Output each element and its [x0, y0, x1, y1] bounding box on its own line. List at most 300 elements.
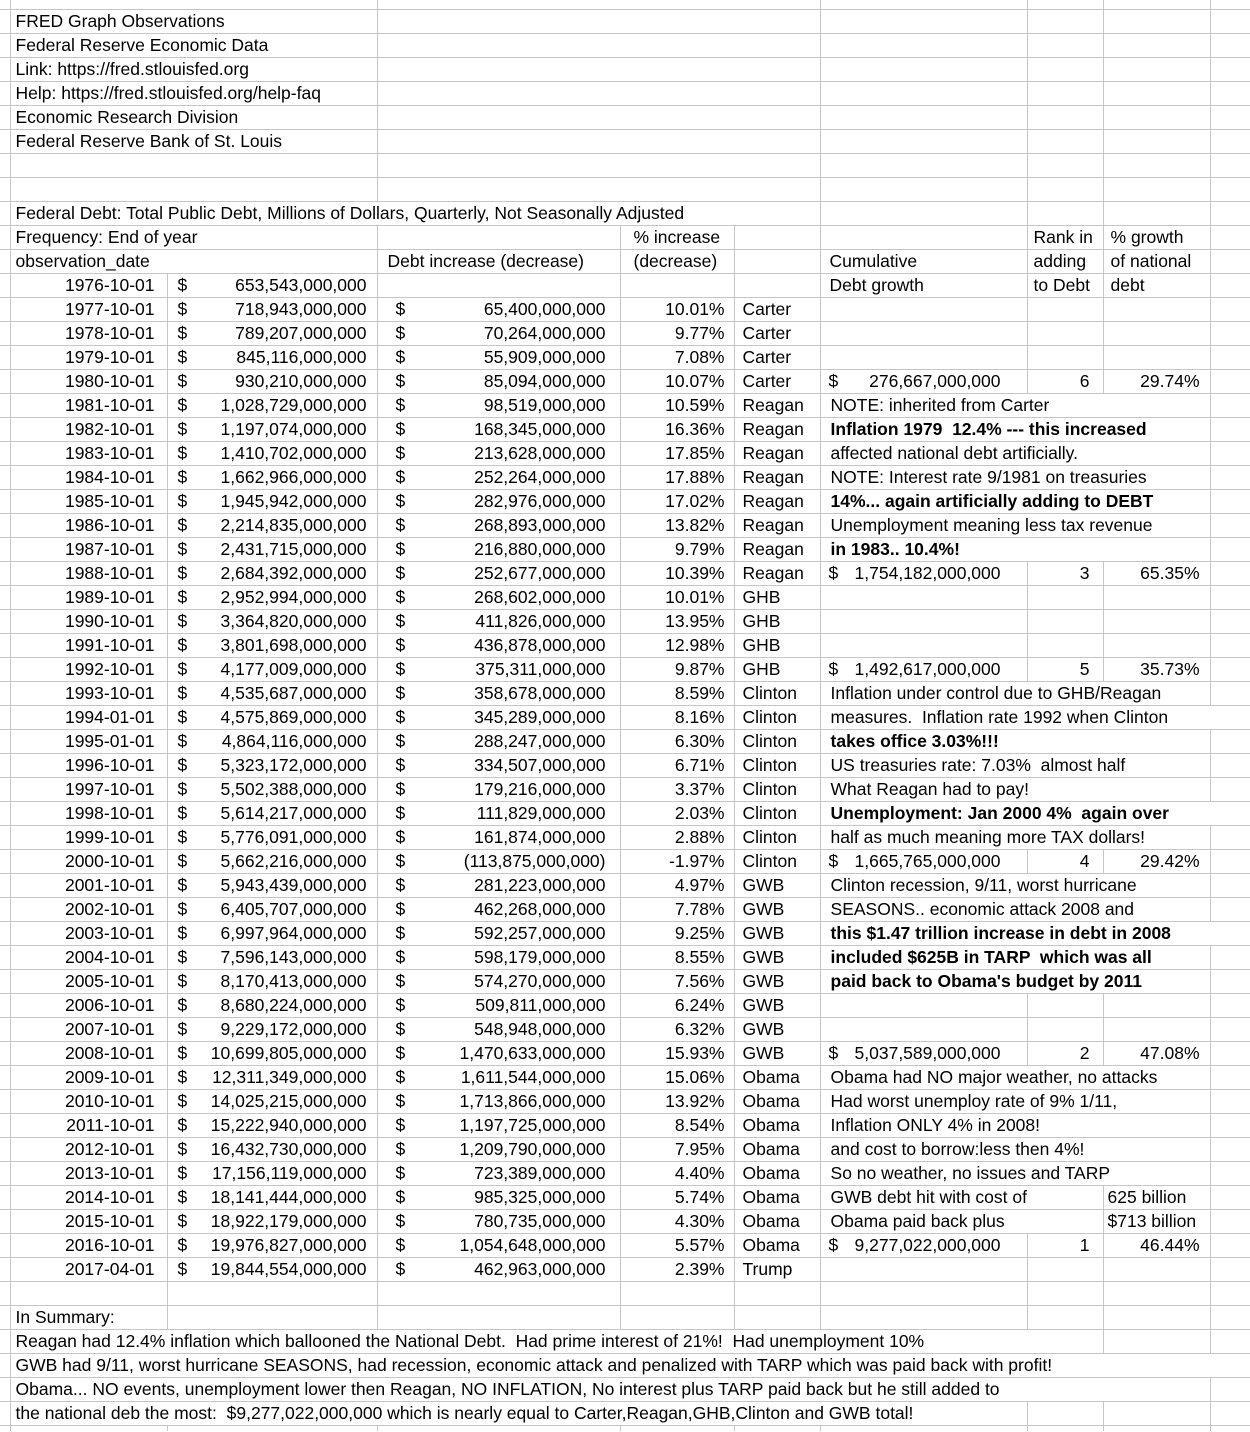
cell[interactable] [1210, 226, 1250, 250]
empty-cell[interactable] [1027, 1282, 1103, 1306]
row-header-edge[interactable] [0, 1114, 10, 1138]
president-cell[interactable]: Clinton [734, 850, 820, 874]
empty-cell[interactable] [1210, 994, 1250, 1018]
empty-cell[interactable] [820, 202, 1027, 226]
row-header-edge[interactable] [0, 466, 10, 490]
col-header-pct-1[interactable]: % increase [620, 226, 734, 250]
cell[interactable] [1210, 370, 1250, 394]
empty-cell[interactable] [734, 1282, 820, 1306]
debt-total-cell[interactable] [167, 1258, 377, 1282]
note-cell[interactable]: Unemployment meaning less tax revenue [820, 514, 1210, 538]
row-header-edge[interactable] [0, 682, 10, 706]
empty-cell[interactable] [1210, 1282, 1250, 1306]
empty-cell[interactable] [1103, 58, 1210, 82]
cell[interactable] [1210, 1090, 1250, 1114]
col-header-cumulative-1[interactable]: Cumulative [820, 250, 1027, 274]
pct-change-cell[interactable]: 10.01% [620, 298, 734, 322]
debt-increase-cell[interactable] [377, 1114, 620, 1138]
empty-cell[interactable] [1027, 1402, 1103, 1426]
cell[interactable] [1210, 778, 1250, 802]
cumulative-cell[interactable] [820, 370, 1027, 394]
empty-cell[interactable] [1103, 34, 1210, 58]
debt-total-cell[interactable] [167, 826, 377, 850]
president-cell[interactable]: Reagan [734, 394, 820, 418]
debt-increase-cell[interactable] [377, 898, 620, 922]
row-header-edge[interactable] [0, 442, 10, 466]
pct-change-cell[interactable]: 15.93% [620, 1042, 734, 1066]
president-cell[interactable]: Clinton [734, 682, 820, 706]
debt-total-cell[interactable] [167, 514, 377, 538]
obs-date-cell[interactable]: 1984-10-01 [10, 466, 167, 490]
president-cell[interactable]: Carter [734, 370, 820, 394]
pct-change-cell[interactable]: 10.39% [620, 562, 734, 586]
president-cell[interactable]: GWB [734, 898, 820, 922]
row-header-edge[interactable] [0, 1354, 10, 1378]
obs-date-cell[interactable]: 1983-10-01 [10, 442, 167, 466]
note-cell[interactable]: half as much meaning more TAX dollars! [820, 826, 1210, 850]
note-cell[interactable]: US treasuries rate: 7.03% almost half [820, 754, 1210, 778]
president-cell[interactable]: GHB [734, 586, 820, 610]
empty-cell[interactable] [377, 1306, 620, 1330]
row-header-edge[interactable] [0, 754, 10, 778]
pct-change-cell[interactable]: 2.03% [620, 802, 734, 826]
row-header-edge[interactable] [0, 946, 10, 970]
row-header-edge[interactable] [0, 1186, 10, 1210]
note-cell[interactable]: 14%... again artificially adding to DEBT [820, 490, 1210, 514]
debt-increase-cell[interactable] [377, 850, 620, 874]
pct-change-cell[interactable]: 5.74% [620, 1186, 734, 1210]
row-header-edge[interactable] [0, 490, 10, 514]
president-cell[interactable]: Carter [734, 346, 820, 370]
debt-total-cell[interactable] [167, 394, 377, 418]
summary-line-cell[interactable]: the national deb the most: $9,277,022,000,000 which is nearly equal to Carter,Reagan,GHB,Clinton and GWB total! [10, 1402, 1027, 1426]
obs-date-cell[interactable]: 1995-01-01 [10, 730, 167, 754]
obs-date-cell[interactable]: 2007-10-01 [10, 1018, 167, 1042]
cell[interactable] [1210, 442, 1250, 466]
empty-cell[interactable] [1103, 586, 1210, 610]
row-header-edge[interactable] [0, 610, 10, 634]
debt-total-cell[interactable] [167, 466, 377, 490]
rank-cell[interactable]: 5 [1027, 658, 1103, 682]
debt-increase-cell[interactable] [377, 1066, 620, 1090]
col-header-increase[interactable]: Debt increase (decrease) [377, 250, 620, 274]
debt-increase-cell[interactable] [377, 538, 620, 562]
pct-change-cell[interactable]: 17.85% [620, 442, 734, 466]
pct-change-cell[interactable]: 13.95% [620, 610, 734, 634]
debt-total-cell[interactable] [167, 634, 377, 658]
debt-total-cell[interactable] [167, 490, 377, 514]
empty-cell[interactable] [1027, 10, 1103, 34]
debt-increase-cell[interactable] [377, 370, 620, 394]
debt-total-cell[interactable] [167, 922, 377, 946]
debt-total-cell[interactable] [167, 346, 377, 370]
president-cell[interactable]: GWB [734, 922, 820, 946]
obs-date-cell[interactable]: 1987-10-01 [10, 538, 167, 562]
empty-cell[interactable] [0, 1282, 10, 1306]
cell[interactable] [1210, 682, 1250, 706]
pct-change-cell[interactable]: 4.40% [620, 1162, 734, 1186]
empty-cell[interactable] [820, 34, 1027, 58]
row-header-edge[interactable] [0, 562, 10, 586]
empty-cell[interactable] [820, 586, 1027, 610]
debt-total-cell[interactable] [167, 586, 377, 610]
row-header-edge[interactable] [0, 994, 10, 1018]
row-header-edge[interactable] [0, 514, 10, 538]
president-cell[interactable]: Obama [734, 1210, 820, 1234]
row-header-edge[interactable] [0, 298, 10, 322]
president-cell[interactable]: Reagan [734, 514, 820, 538]
obs-date-cell[interactable]: 2017-04-01 [10, 1258, 167, 1282]
note-cell[interactable]: SEASONS.. economic attack 2008 and [820, 898, 1210, 922]
row-header-edge[interactable] [0, 634, 10, 658]
note-cell[interactable]: Inflation ONLY 4% in 2008! [820, 1114, 1210, 1138]
growth-cell[interactable]: 35.73% [1103, 658, 1210, 682]
empty-cell[interactable] [167, 1306, 377, 1330]
col-header-growth-2[interactable]: of national [1103, 250, 1210, 274]
empty-cell[interactable] [1027, 130, 1103, 154]
debt-total-cell[interactable] [167, 730, 377, 754]
debt-total-cell[interactable] [167, 274, 377, 298]
obs-date-cell[interactable]: 1991-10-01 [10, 634, 167, 658]
row-header-edge[interactable] [0, 1210, 10, 1234]
empty-cell[interactable] [1210, 610, 1250, 634]
obs-date-cell[interactable]: 1979-10-01 [10, 346, 167, 370]
obs-date-cell[interactable]: 1993-10-01 [10, 682, 167, 706]
president-cell[interactable]: GWB [734, 970, 820, 994]
debt-increase-cell[interactable] [377, 298, 620, 322]
empty-cell[interactable] [1210, 82, 1250, 106]
cell[interactable] [1210, 1138, 1250, 1162]
debt-increase-cell[interactable] [377, 322, 620, 346]
cell[interactable] [820, 226, 1027, 250]
empty-cell[interactable] [820, 82, 1027, 106]
empty-cell[interactable] [1103, 1306, 1210, 1330]
cumulative-cell[interactable] [820, 658, 1027, 682]
obs-date-cell[interactable]: 2010-10-01 [10, 1090, 167, 1114]
empty-cell[interactable] [1210, 1330, 1250, 1354]
side-value-cell[interactable]: 625 billion [1103, 1186, 1210, 1210]
note-cell[interactable]: So no weather, no issues and TARP [820, 1162, 1210, 1186]
empty-cell[interactable] [10, 1426, 167, 1432]
empty-cell[interactable] [734, 1306, 820, 1330]
empty-cell[interactable] [1027, 346, 1103, 370]
pct-change-cell[interactable]: 8.59% [620, 682, 734, 706]
col-header-growth-3[interactable]: debt [1103, 274, 1210, 298]
title-cell[interactable]: Economic Research Division [10, 106, 377, 130]
row-header-edge[interactable] [0, 1402, 10, 1426]
empty-cell[interactable] [1103, 1426, 1210, 1432]
empty-cell[interactable] [377, 130, 820, 154]
note-cell[interactable]: NOTE: Interest rate 9/1981 on treasuries [820, 466, 1210, 490]
empty-cell[interactable] [1027, 178, 1103, 202]
empty-cell[interactable] [167, 1426, 377, 1432]
empty-cell[interactable] [1103, 130, 1210, 154]
debt-increase-cell[interactable] [377, 490, 620, 514]
row-header-edge[interactable] [0, 418, 10, 442]
president-cell[interactable]: GWB [734, 1018, 820, 1042]
empty-cell[interactable] [1103, 154, 1210, 178]
pct-change-cell[interactable]: 17.88% [620, 466, 734, 490]
empty-cell[interactable] [1027, 82, 1103, 106]
debt-total-cell[interactable] [167, 778, 377, 802]
row-header-edge[interactable] [0, 1138, 10, 1162]
cell[interactable] [1210, 274, 1250, 298]
empty-cell[interactable] [377, 10, 820, 34]
debt-total-cell[interactable] [167, 946, 377, 970]
row-header-edge[interactable] [0, 58, 10, 82]
debt-total-cell[interactable] [167, 442, 377, 466]
debt-total-cell[interactable] [167, 1210, 377, 1234]
cell[interactable] [1210, 490, 1250, 514]
debt-total-cell[interactable] [167, 1138, 377, 1162]
debt-increase-cell[interactable] [377, 634, 620, 658]
note-cell[interactable]: included $625B in TARP which was all [820, 946, 1210, 970]
debt-increase-cell[interactable] [377, 562, 620, 586]
obs-date-cell[interactable]: 1978-10-01 [10, 322, 167, 346]
cumulative-cell[interactable] [820, 1234, 1027, 1258]
obs-date-cell[interactable]: 2012-10-01 [10, 1138, 167, 1162]
cell[interactable] [10, 154, 377, 178]
note-cell[interactable]: Had worst unemploy rate of 9% 1/11, [820, 1090, 1210, 1114]
rank-cell[interactable]: 6 [1027, 370, 1103, 394]
debt-total-cell[interactable] [167, 298, 377, 322]
obs-date-cell[interactable]: 2001-10-01 [10, 874, 167, 898]
obs-date-cell[interactable]: 1990-10-01 [10, 610, 167, 634]
note-cell[interactable]: takes office 3.03%!!! [820, 730, 1210, 754]
debt-total-cell[interactable] [167, 322, 377, 346]
empty-cell[interactable] [1027, 994, 1103, 1018]
empty-cell[interactable] [1103, 994, 1210, 1018]
empty-cell[interactable] [1210, 1258, 1250, 1282]
title-cell[interactable]: Federal Reserve Bank of St. Louis [10, 130, 377, 154]
obs-date-cell[interactable]: 1988-10-01 [10, 562, 167, 586]
empty-cell[interactable] [820, 0, 1027, 10]
cell[interactable] [1210, 466, 1250, 490]
president-cell[interactable]: Clinton [734, 706, 820, 730]
empty-cell[interactable] [1027, 34, 1103, 58]
pct-change-cell[interactable]: 9.87% [620, 658, 734, 682]
cumulative-cell[interactable] [820, 850, 1027, 874]
pct-change-cell[interactable]: 7.95% [620, 1138, 734, 1162]
note-cell[interactable]: What Reagan had to pay! [820, 778, 1210, 802]
cell[interactable] [1210, 826, 1250, 850]
empty-cell[interactable] [1027, 298, 1103, 322]
row-header-edge[interactable] [0, 1066, 10, 1090]
empty-cell[interactable] [820, 1282, 1027, 1306]
empty-cell[interactable] [1027, 1426, 1103, 1432]
debt-increase-cell[interactable] [377, 730, 620, 754]
pct-change-cell[interactable]: 9.77% [620, 322, 734, 346]
row-header-edge[interactable] [0, 922, 10, 946]
pct-change-cell[interactable]: 13.82% [620, 514, 734, 538]
debt-increase-cell[interactable] [377, 1138, 620, 1162]
empty-cell[interactable] [1103, 322, 1210, 346]
empty-cell[interactable] [1210, 58, 1250, 82]
note-cell[interactable]: measures. Inflation rate 1992 when Clinton [820, 706, 1250, 730]
pct-change-cell[interactable]: 8.55% [620, 946, 734, 970]
pct-change-cell[interactable]: 7.56% [620, 970, 734, 994]
debt-increase-cell[interactable] [377, 706, 620, 730]
pct-change-cell[interactable]: 13.92% [620, 1090, 734, 1114]
growth-cell[interactable]: 29.42% [1103, 850, 1210, 874]
debt-total-cell[interactable] [167, 1018, 377, 1042]
debt-increase-cell[interactable] [377, 466, 620, 490]
pct-change-cell[interactable]: 10.59% [620, 394, 734, 418]
empty-cell[interactable] [377, 106, 820, 130]
empty-cell[interactable] [1027, 58, 1103, 82]
president-cell[interactable]: Reagan [734, 418, 820, 442]
obs-date-cell[interactable]: 2004-10-01 [10, 946, 167, 970]
pct-change-cell[interactable]: 2.39% [620, 1258, 734, 1282]
cell[interactable] [1210, 418, 1250, 442]
empty-cell[interactable] [1210, 154, 1250, 178]
pct-change-cell[interactable]: 5.57% [620, 1234, 734, 1258]
empty-cell[interactable] [1103, 10, 1210, 34]
debt-total-cell[interactable] [167, 1114, 377, 1138]
title-cell[interactable]: FRED Graph Observations [10, 10, 377, 34]
empty-cell[interactable] [1103, 1282, 1210, 1306]
col-header-rank-2[interactable]: adding [1027, 250, 1103, 274]
president-cell[interactable]: Clinton [734, 802, 820, 826]
cell[interactable] [1210, 1162, 1250, 1186]
debt-total-cell[interactable] [167, 874, 377, 898]
col-header-date[interactable]: observation_date [10, 250, 377, 274]
empty-cell[interactable] [820, 994, 1027, 1018]
row-header-edge[interactable] [0, 130, 10, 154]
rank-cell[interactable]: 4 [1027, 850, 1103, 874]
note-cell[interactable]: NOTE: inherited from Carter [820, 394, 1210, 418]
president-cell[interactable]: Obama [734, 1114, 820, 1138]
debt-total-cell[interactable] [167, 562, 377, 586]
empty-cell[interactable] [1027, 634, 1103, 658]
summary-line-cell[interactable]: GWB had 9/11, worst hurricane SEASONS, had recession, economic attack and penalized with TARP which was paid back with profit! [10, 1354, 1250, 1378]
empty-cell[interactable] [820, 1258, 1027, 1282]
row-header-edge[interactable] [0, 106, 10, 130]
president-cell[interactable]: GWB [734, 1042, 820, 1066]
debt-total-cell[interactable] [167, 370, 377, 394]
title-cell[interactable]: Help: https://fred.stlouisfed.org/help-faq [10, 82, 377, 106]
empty-cell[interactable] [1103, 634, 1210, 658]
row-header-edge[interactable] [0, 970, 10, 994]
pct-change-cell[interactable]: 15.06% [620, 1066, 734, 1090]
obs-date-cell[interactable]: 2015-10-01 [10, 1210, 167, 1234]
cell[interactable] [0, 154, 10, 178]
cell[interactable] [1210, 850, 1250, 874]
empty-cell[interactable] [1103, 610, 1210, 634]
debt-increase-cell[interactable] [377, 1090, 620, 1114]
debt-total-cell[interactable] [167, 610, 377, 634]
debt-total-cell[interactable] [167, 658, 377, 682]
debt-increase-cell[interactable] [377, 418, 620, 442]
row-header-edge[interactable] [0, 202, 10, 226]
debt-increase-cell[interactable] [377, 970, 620, 994]
cell[interactable] [0, 178, 10, 202]
pct-change-cell[interactable]: 8.54% [620, 1114, 734, 1138]
row-header-edge[interactable] [0, 658, 10, 682]
debt-total-cell[interactable] [167, 682, 377, 706]
president-cell[interactable]: Clinton [734, 826, 820, 850]
president-cell[interactable]: Reagan [734, 562, 820, 586]
empty-cell[interactable] [1210, 322, 1250, 346]
debt-increase-cell[interactable] [377, 826, 620, 850]
president-cell[interactable]: Reagan [734, 490, 820, 514]
empty-cell[interactable] [1210, 1306, 1250, 1330]
growth-cell[interactable]: 65.35% [1103, 562, 1210, 586]
president-cell[interactable]: GHB [734, 634, 820, 658]
note-cell[interactable]: this $1.47 trillion increase in debt in 2008 [820, 922, 1250, 946]
empty-cell[interactable] [1210, 0, 1250, 10]
debt-increase-cell[interactable] [377, 778, 620, 802]
pct-change-cell[interactable]: 16.36% [620, 418, 734, 442]
debt-total-cell[interactable] [167, 970, 377, 994]
row-header-edge[interactable] [0, 1018, 10, 1042]
row-header-edge[interactable] [0, 1234, 10, 1258]
rank-cell[interactable]: 1 [1027, 1234, 1103, 1258]
cell[interactable] [377, 0, 820, 10]
row-header-edge[interactable] [0, 322, 10, 346]
pct-change-cell[interactable]: 17.02% [620, 490, 734, 514]
empty-cell[interactable] [820, 130, 1027, 154]
obs-date-cell[interactable]: 2011-10-01 [10, 1114, 167, 1138]
obs-date-cell[interactable]: 1980-10-01 [10, 370, 167, 394]
note-cell[interactable]: GWB debt hit with cost of [820, 1186, 1103, 1210]
pct-change-cell[interactable]: 10.01% [620, 586, 734, 610]
obs-date-cell[interactable]: 1981-10-01 [10, 394, 167, 418]
empty-cell[interactable] [1103, 178, 1210, 202]
rank-cell[interactable]: 2 [1027, 1042, 1103, 1066]
debt-increase-cell[interactable] [377, 946, 620, 970]
growth-cell[interactable]: 29.74% [1103, 370, 1210, 394]
empty-cell[interactable] [1027, 106, 1103, 130]
empty-cell[interactable] [1210, 1378, 1250, 1402]
empty-cell[interactable] [1027, 1306, 1103, 1330]
president-cell[interactable]: Reagan [734, 442, 820, 466]
empty-cell[interactable] [820, 106, 1027, 130]
empty-cell[interactable] [1210, 130, 1250, 154]
obs-date-cell[interactable]: 2009-10-01 [10, 1066, 167, 1090]
pct-change-cell[interactable]: 3.37% [620, 778, 734, 802]
empty-cell[interactable] [1027, 1018, 1103, 1042]
obs-date-cell[interactable]: 1986-10-01 [10, 514, 167, 538]
empty-cell[interactable] [1027, 1258, 1103, 1282]
cell[interactable] [734, 250, 820, 274]
debt-increase-cell[interactable] [377, 1162, 620, 1186]
empty-cell[interactable] [1210, 586, 1250, 610]
col-header-cumulative-2[interactable]: Debt growth [820, 274, 1027, 298]
obs-date-cell[interactable]: 2000-10-01 [10, 850, 167, 874]
empty-cell[interactable] [1210, 298, 1250, 322]
obs-date-cell[interactable]: 2014-10-01 [10, 1186, 167, 1210]
frequency-cell[interactable]: Frequency: End of year [10, 226, 377, 250]
empty-cell[interactable] [1210, 106, 1250, 130]
empty-cell[interactable] [820, 298, 1027, 322]
president-cell[interactable]: Trump [734, 1258, 820, 1282]
cell[interactable] [734, 274, 820, 298]
debt-total-cell[interactable] [167, 706, 377, 730]
pct-change-cell[interactable]: 4.97% [620, 874, 734, 898]
empty-cell[interactable] [1027, 202, 1103, 226]
empty-cell[interactable] [377, 58, 820, 82]
row-header-edge[interactable] [0, 802, 10, 826]
empty-cell[interactable] [820, 610, 1027, 634]
debt-total-cell[interactable] [167, 898, 377, 922]
debt-increase-cell[interactable] [377, 1234, 620, 1258]
side-value-cell[interactable]: $713 billion [1103, 1210, 1210, 1234]
note-cell[interactable]: Inflation under control due to GHB/Reagan [820, 682, 1210, 706]
pct-change-cell[interactable]: 9.79% [620, 538, 734, 562]
president-cell[interactable]: Obama [734, 1066, 820, 1090]
note-cell[interactable]: affected national debt artificially. [820, 442, 1210, 466]
